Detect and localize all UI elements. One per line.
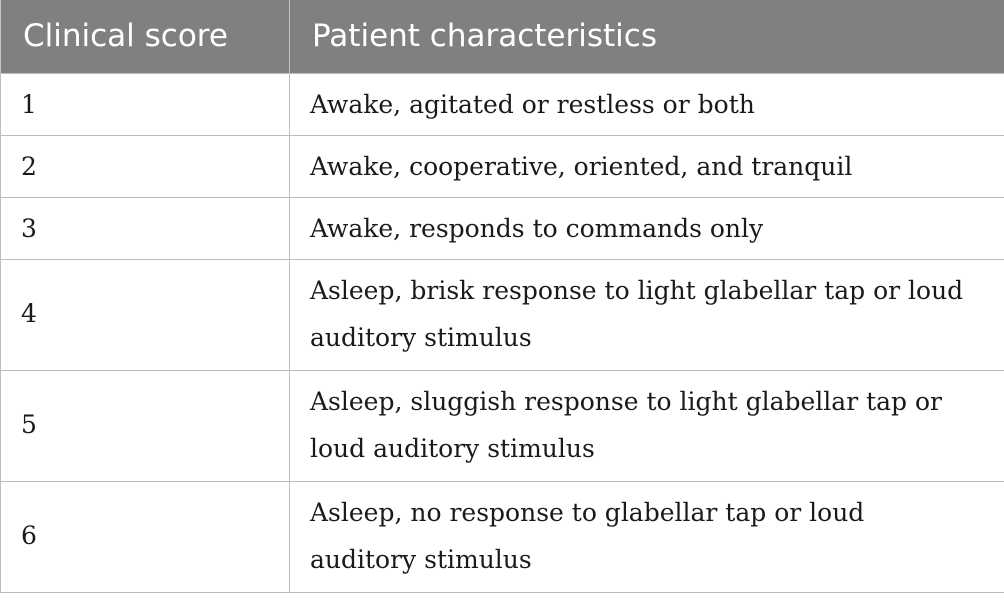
header-patient-characteristics: Patient characteristics xyxy=(290,0,1004,73)
characteristics-cell: Awake, cooperative, oriented, and tranquil xyxy=(290,135,1004,197)
table-row xyxy=(1,481,1004,592)
table-row xyxy=(1,135,1004,197)
characteristics-cell: Asleep, brisk response to light glabellar tap or loud auditory stimulus xyxy=(290,259,1004,370)
table-row xyxy=(1,73,1004,135)
score-cell: 1 xyxy=(1,73,290,135)
characteristics-cell: Awake, agitated or restless or both xyxy=(290,73,1004,135)
characteristics-cell: Awake, responds to commands only xyxy=(290,197,1004,259)
characteristics-cell: Asleep, no response to glabellar tap or loud auditory stimulus xyxy=(290,481,1004,592)
score-cell: 2 xyxy=(1,135,290,197)
table-row xyxy=(1,259,1004,370)
header-row xyxy=(1,0,1004,73)
score-cell: 4 xyxy=(1,259,290,370)
header-clinical-score: Clinical score xyxy=(1,0,290,73)
table-header xyxy=(1,0,1004,73)
table-row xyxy=(1,370,1004,481)
score-cell: 3 xyxy=(1,197,290,259)
table-row xyxy=(1,197,1004,259)
score-cell: 5 xyxy=(1,370,290,481)
table-body xyxy=(1,73,1004,592)
characteristics-cell: Asleep, sluggish response to light glabellar tap or loud auditory stimulus xyxy=(290,370,1004,481)
score-cell: 6 xyxy=(1,481,290,592)
